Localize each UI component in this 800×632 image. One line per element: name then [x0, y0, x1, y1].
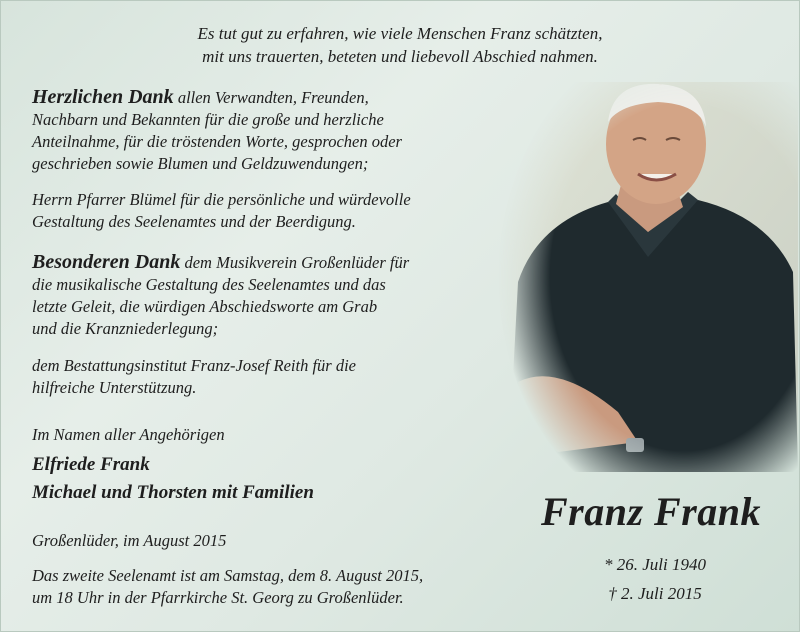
place-date: Großenlüder, im August 2015	[32, 531, 227, 550]
thanks3-line-4: und die Kranzniederlegung;	[32, 319, 219, 338]
thanks3-line-2: die musikalische Gestaltung des Seelenamtes und das	[32, 275, 386, 294]
thanks-heading-herzlichen: Herzlichen Dank	[32, 86, 174, 108]
deceased-name: Franz Frank	[540, 489, 762, 534]
signature-name-1: Elfriede Frank	[32, 454, 150, 475]
portrait-photo	[498, 82, 798, 472]
signature-intro: Im Namen aller Angehörigen	[32, 425, 225, 444]
thanks1-line-3: Anteilnahme, für die tröstenden Worte, gesprochen oder	[32, 132, 402, 151]
thanks1-line-1: allen Verwandten, Freunden,	[173, 88, 369, 107]
mass-line-2: um 18 Uhr in der Pfarrkirche St. Georg zu Großenlüder.	[32, 588, 404, 607]
mass-line-1: Das zweite Seelenamt ist am Samstag, dem 8. August 2015,	[32, 566, 424, 585]
intro-text	[170, 22, 630, 68]
thanks1-line-4: geschrieben sowie Blumen und Geldzuwendungen;	[32, 154, 369, 173]
thanks4-line-2: hilfreiche Unterstützung.	[32, 378, 197, 397]
thanks4-line-1: dem Bestattungsinstitut Franz-Josef Reith für die	[32, 356, 357, 375]
thanks2-line-2: Gestaltung des Seelenamtes und der Beerdigung.	[32, 212, 356, 231]
thanks-music-club	[32, 251, 502, 340]
intro-line-2: mit uns trauerten, beteten und liebevoll Abschied nahmen.	[202, 47, 598, 66]
thanks-heading-besonderen: Besonderen Dank	[32, 251, 181, 273]
thanks3-line-1: dem Musikverein Großenlüder für	[180, 253, 410, 272]
thanks-relatives	[32, 86, 502, 175]
thanks-priest	[32, 189, 502, 233]
thanks2-line-1: Herrn Pfarrer Blümel für die persönliche und würdevolle	[32, 190, 411, 209]
birth-date: * 26. Juli 1940	[604, 555, 706, 574]
thanks1-line-2: Nachbarn und Bekannten für die große und herzliche	[32, 110, 384, 129]
intro-line-1: Es tut gut zu erfahren, wie viele Menschen Franz schätzten,	[197, 24, 603, 43]
thanks-funeral-home	[32, 355, 502, 399]
thanks3-line-3: letzte Geleit, die würdigen Abschiedsworte am Grab	[32, 297, 378, 316]
death-date: † 2. Juli 2015	[608, 584, 702, 603]
signature-name-2: Michael und Thorsten mit Familien	[32, 482, 314, 503]
